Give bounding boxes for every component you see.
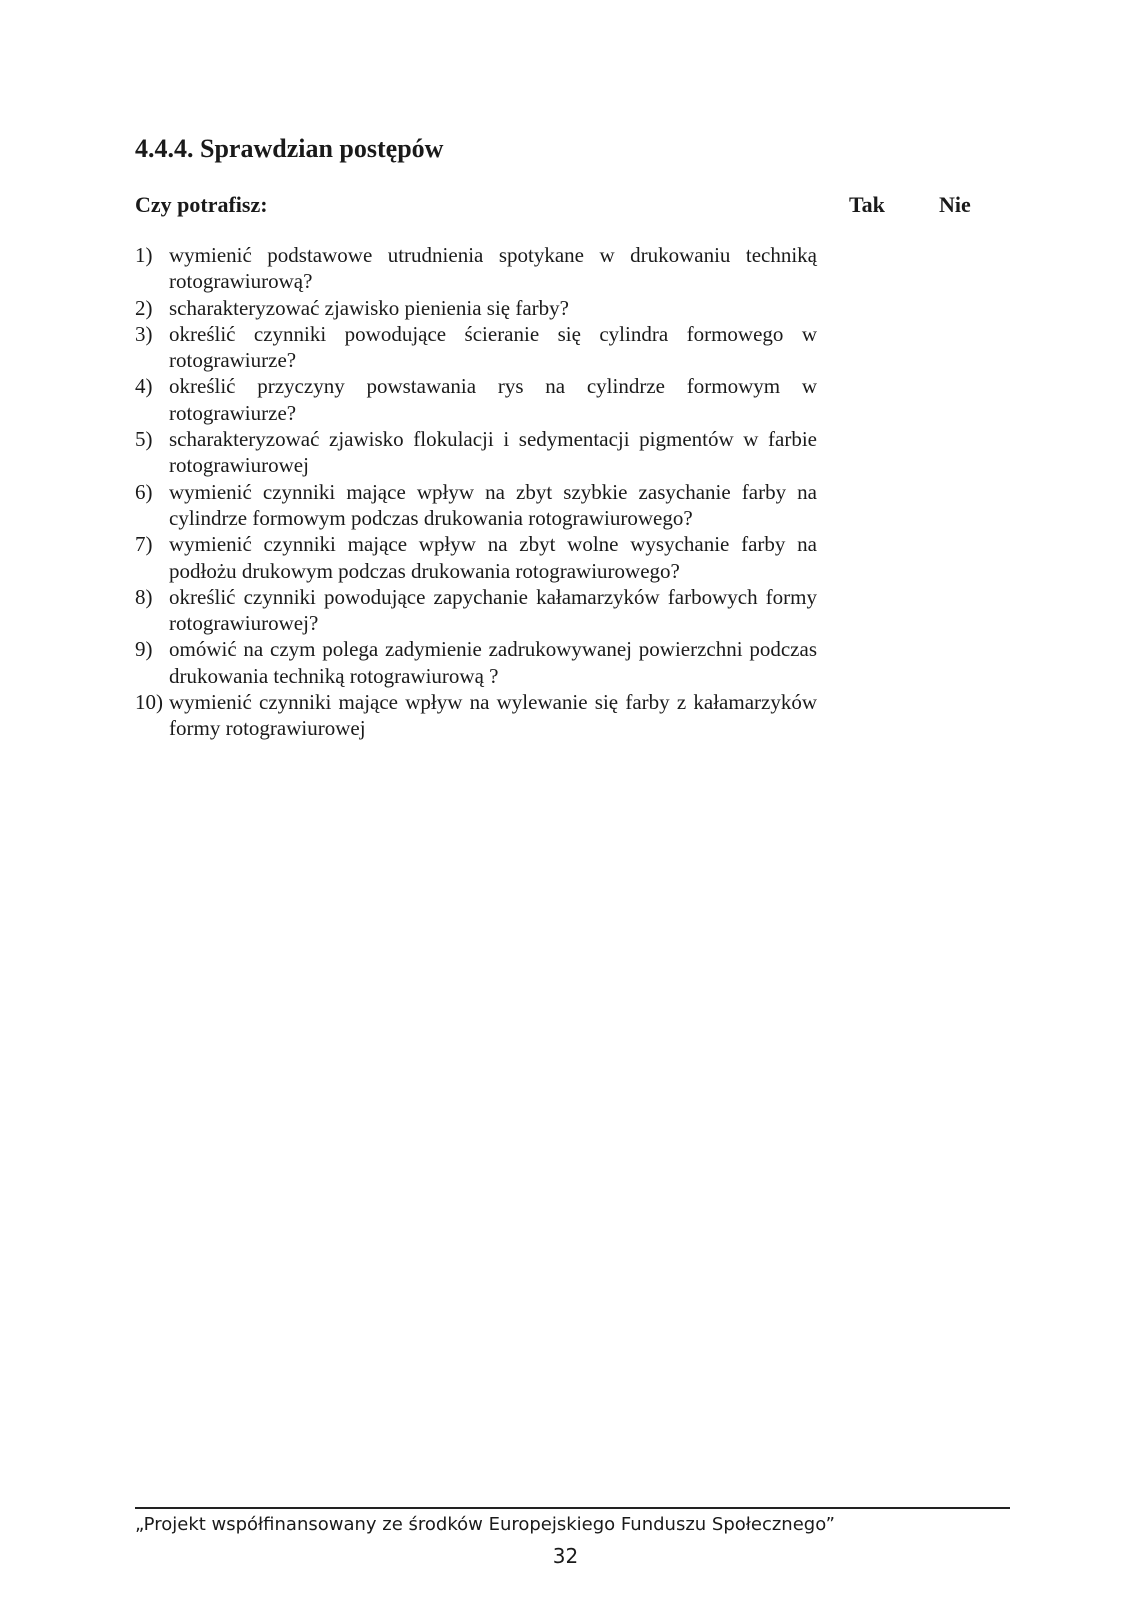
section-title: 4.4.4. Sprawdzian postępów (135, 134, 444, 163)
question-item (135, 531, 817, 584)
question-item (135, 584, 817, 637)
no-column-label: Nie (939, 192, 971, 217)
footer-funding-note: „Projekt współfinansowany ze środków Europejskiego Funduszu Społecznego” (135, 1514, 835, 1535)
question-text: wymienić czynniki mające wpływ na zbyt wolne wysychanie farby na podłożu drukowym podczas drukowania rotograwiurowego? (169, 532, 817, 583)
page-number: 32 (552, 1544, 579, 1568)
question-item (135, 242, 817, 295)
question-number: 9) (135, 637, 153, 662)
question-number: 6) (135, 479, 153, 504)
question-number: 8) (135, 584, 153, 609)
question-text: omówić na czym polega zadymienie zadrukowywanej powierzchni podczas drukowania techniką rotograwiurową ? (169, 637, 817, 688)
question-number: 4) (135, 374, 153, 399)
question-item (135, 321, 817, 374)
yes-column-label: Tak (849, 192, 885, 217)
question-text: scharakteryzować zjawisko pienienia się farby? (169, 295, 569, 320)
footer-divider (135, 1507, 1010, 1509)
question-list (135, 242, 817, 742)
question-item (135, 295, 817, 321)
question-number: 3) (135, 321, 153, 346)
question-text: określić przyczyny powstawania rys na cylindrze formowym w rotograwiurze? (169, 374, 817, 425)
question-number: 7) (135, 532, 153, 557)
question-item (135, 479, 817, 532)
question-item (135, 373, 817, 426)
question-text: wymienić podstawowe utrudnienia spotykane w drukowaniu techniką rotograwiurową? (169, 243, 817, 294)
question-text: określić czynniki powodujące ścieranie się cylindra formowego w rotograwiurze? (169, 321, 817, 373)
question-text: wymienić czynniki mające wpływ na wylewanie się farby z kałamarzyków formy rotograwiurowej (169, 690, 817, 741)
question-number: 10) (135, 690, 163, 715)
question-item (135, 426, 817, 479)
question-number: 2) (135, 295, 153, 320)
question-number: 5) (135, 427, 153, 452)
question-column-label: Czy potrafisz: (135, 192, 268, 217)
question-text: scharakteryzować zjawisko flokulacji i sedymentacji pigmentów w farbie rotograwiurowej (169, 427, 817, 478)
checklist-header (135, 190, 975, 220)
question-number: 1) (135, 243, 153, 267)
question-item (135, 636, 817, 689)
question-text: wymienić czynniki mające wpływ na zbyt szybkie zasychanie farby na cylindrze formowym podczas drukowania rotograwiurowego? (169, 479, 817, 530)
question-text: określić czynniki powodujące zapychanie kałamarzyków farbowych formy rotograwiurowej? (169, 584, 817, 636)
question-item (135, 689, 817, 742)
